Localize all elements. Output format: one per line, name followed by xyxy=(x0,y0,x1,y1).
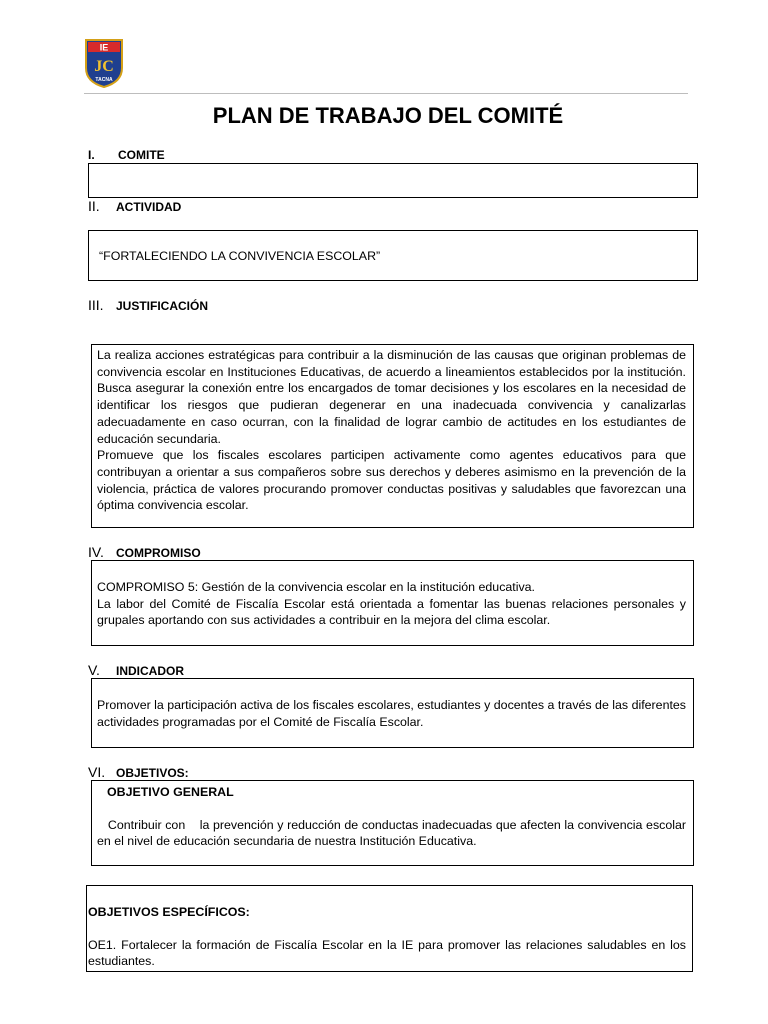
section-heading-objetivos xyxy=(88,764,189,780)
section-number: III. xyxy=(88,297,104,313)
objetivo-general-label: OBJETIVO GENERAL xyxy=(107,785,234,799)
actividad-box xyxy=(88,230,698,281)
logo-bottom-text: TACNA xyxy=(95,77,113,83)
section-label: COMITE xyxy=(118,148,165,162)
justificacion-box xyxy=(91,344,694,528)
actividad-content: “FORTALECIENDO LA CONVIVENCIA ESCOLAR” xyxy=(99,249,381,263)
section-heading-compromiso xyxy=(88,544,201,560)
logo-monogram: JC xyxy=(94,58,114,75)
section-heading-actividad xyxy=(88,198,181,214)
header-divider xyxy=(84,93,688,94)
section-label: OBJETIVOS: xyxy=(116,766,189,780)
objetivo-general-text: Contribuir con la prevención y reducción de conductas inadecuadas que afecten la convivencia escolar en el nivel de educación secundaria de nuestra Institución Educativa. xyxy=(97,817,690,849)
indicador-box xyxy=(91,678,694,748)
section-number: I. xyxy=(88,148,95,162)
section-label: JUSTIFICACIÓN xyxy=(116,299,209,313)
section-heading-comite xyxy=(88,148,165,162)
compromiso-line-1: COMPROMISO 5: Gestión de la convivencia escolar en la institución educativa. xyxy=(97,580,536,594)
justificacion-paragraph-1: La realiza acciones estratégicas para contribuir a la disminución de las causas que originan problemas de convivencia escolar en Instituciones Educativas, de acuerdo a lineamientos establecidos por la institución. Busca asegurar la conexión entre los encargados de tomar decisiones y los escolares en la necesidad de identificar los riesgos que pudieran degenerar en una inadecuada convivencia y canalizarlas adecuadamente en caso ocurran, con la finalidad de lograr cambio de actitudes en los estudiantes de educación secundaria. xyxy=(97,348,686,446)
section-label: ACTIVIDAD xyxy=(116,200,182,214)
section-label: INDICADOR xyxy=(116,664,184,678)
objetivos-especificos-box xyxy=(86,885,693,972)
section-number: IV. xyxy=(88,544,104,560)
objetivo-especifico-oe1: OE1. Fortalecer la formación de Fiscalía Escolar en la IE para promover las relaciones saludables en los estudiantes. xyxy=(88,937,686,969)
compromiso-line-2: La labor del Comité de Fiscalía Escolar está orientada a fomentar las buenas relaciones personales y grupales aportando con sus actividades a contribuir en la mejora del clima escolar. xyxy=(97,596,686,628)
section-number: V. xyxy=(88,662,100,678)
justificacion-paragraph-2: Promueve que los fiscales escolares participen activamente como agentes educativos para que contribuyan a orientar a sus compañeros sobre sus derechos y deberes asimismo en la prevención de la violencia, práctica de valores procurando promover conductas positivas y saludables que favorezcan una óptima convivencia escolar. xyxy=(97,448,686,513)
section-heading-justificacion xyxy=(88,297,208,313)
comite-box xyxy=(88,163,698,198)
objetivo-general-box xyxy=(91,780,694,866)
section-number: II. xyxy=(88,198,100,214)
document-title: PLAN DE TRABAJO DEL COMITÉ xyxy=(212,103,564,128)
section-label: COMPROMISO xyxy=(116,546,201,560)
logo-top-text: IE xyxy=(99,42,109,53)
section-heading-indicador xyxy=(88,662,184,678)
indicador-content: Promover la participación activa de los fiscales escolares, estudiantes y docentes a través de las diferentes actividades programadas por el Comité de Fiscalía Escolar. xyxy=(97,698,686,729)
section-number: VI. xyxy=(88,764,106,780)
compromiso-box xyxy=(91,560,694,646)
school-crest-logo xyxy=(84,38,124,88)
objetivos-especificos-label: OBJETIVOS ESPECÍFICOS: xyxy=(88,905,250,919)
